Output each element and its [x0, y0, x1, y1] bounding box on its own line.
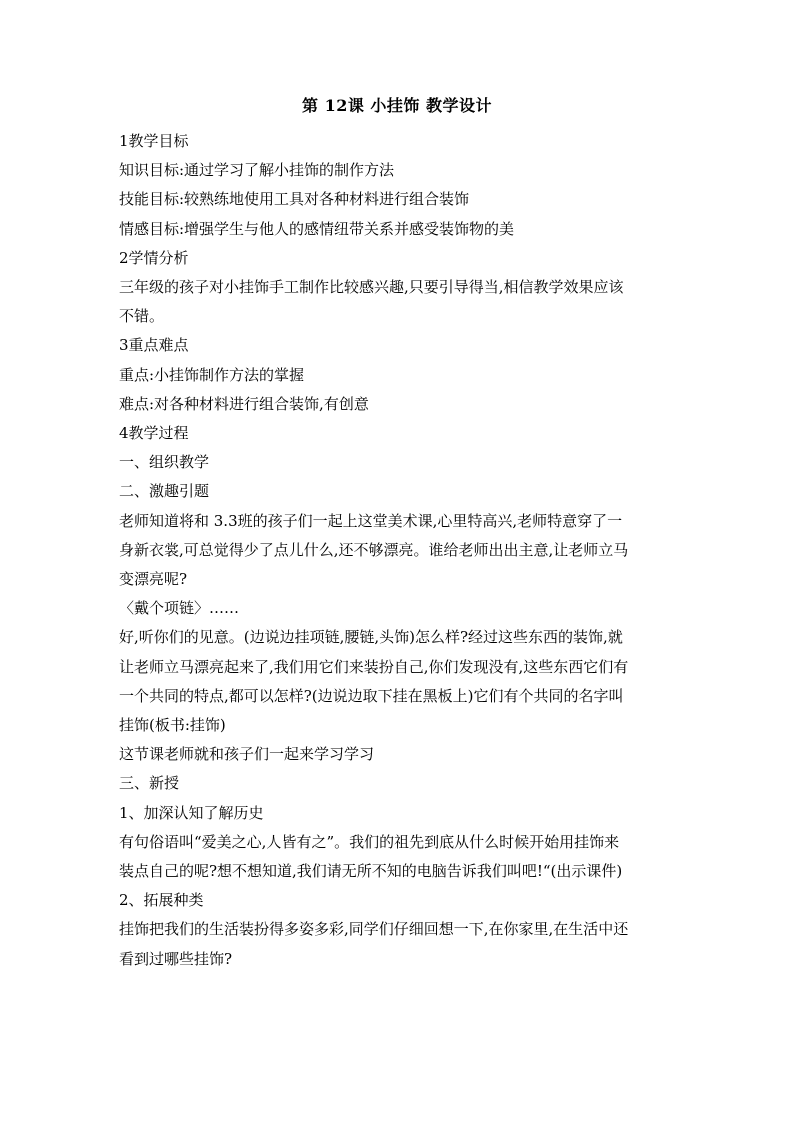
text-line: 难点:对各种材料进行组合装饰,有创意 — [119, 394, 369, 413]
text-line: 一个共同的特点,都可以怎样?(边说边取下挂在黑板上)它们有个共同的名字叫 — [119, 686, 624, 705]
text-line: 装点自己的呢?想不想知道,我们请无所不知的电脑告诉我们叫吧!“(出示课件) — [119, 862, 623, 881]
text-line: 这节课老师就和孩子们一起来学习学习 — [119, 745, 375, 764]
text-line: 3重点难点 — [119, 336, 189, 355]
text-line: 重点:小挂饰制作方法的掌握 — [119, 365, 305, 384]
text-line: 身新衣裳,可总觉得少了点儿什么,还不够漂亮。谁给老师出出主意,让老师立马 — [119, 540, 629, 559]
text-line: 〈戴个项链〉…… — [119, 599, 240, 618]
text-line: 2学情分析 — [119, 248, 189, 267]
text-line: 4教学过程 — [119, 424, 189, 443]
text-line: 1、加深认知了解历史 — [119, 803, 264, 822]
text-line: 知识目标:通过学习了解小挂饰的制作方法 — [119, 161, 395, 180]
text-line: 看到过哪些挂饰? — [119, 949, 233, 968]
document-body — [119, 127, 679, 974]
text-line: 二、激趣引题 — [119, 482, 210, 501]
text-line: 不错。 — [119, 307, 165, 326]
text-line: 好,听你们的见意。(边说边挂项链,腰链,头饰)怎么样?经过这些东西的装饰,就 — [119, 628, 623, 647]
text-line: 技能目标:较熟练地使用工具对各种材料进行组合装饰 — [119, 190, 470, 209]
text-line: 老师知道将和 3.3班的孩子们一起上这堂美术课,心里特高兴,老师特意穿了一 — [119, 511, 623, 530]
text-line: 1教学目标 — [119, 132, 189, 150]
text-line: 挂饰(板书:挂饰) — [119, 716, 226, 735]
document-title: 第 12课 小挂饰 教学设计 — [302, 96, 492, 115]
text-line: 情感目标:增强学生与他人的感情纽带关系并感受装饰物的美 — [119, 219, 515, 238]
text-line: 三年级的孩子对小挂饰手工制作比较感兴趣,只要引导得当,相信教学效果应该 — [119, 278, 624, 297]
text-line: 2、拓展种类 — [119, 891, 204, 910]
text-line: 变漂亮呢? — [119, 570, 188, 589]
text-line: 一、组织教学 — [119, 453, 210, 472]
text-line: 三、新授 — [119, 774, 180, 793]
text-line: 挂饰把我们的生活装扮得多姿多彩,同学们仔细回想一下,在你家里,在生活中还 — [119, 920, 629, 939]
text-line: 让老师立马漂亮起来了,我们用它们来装扮自己,你们发现没有,这些东西它们有 — [119, 657, 629, 676]
text-line: 有句俗语叫“爱美之心,人皆有之”。我们的祖先到底从什么时候开始用挂饰来 — [119, 832, 620, 851]
